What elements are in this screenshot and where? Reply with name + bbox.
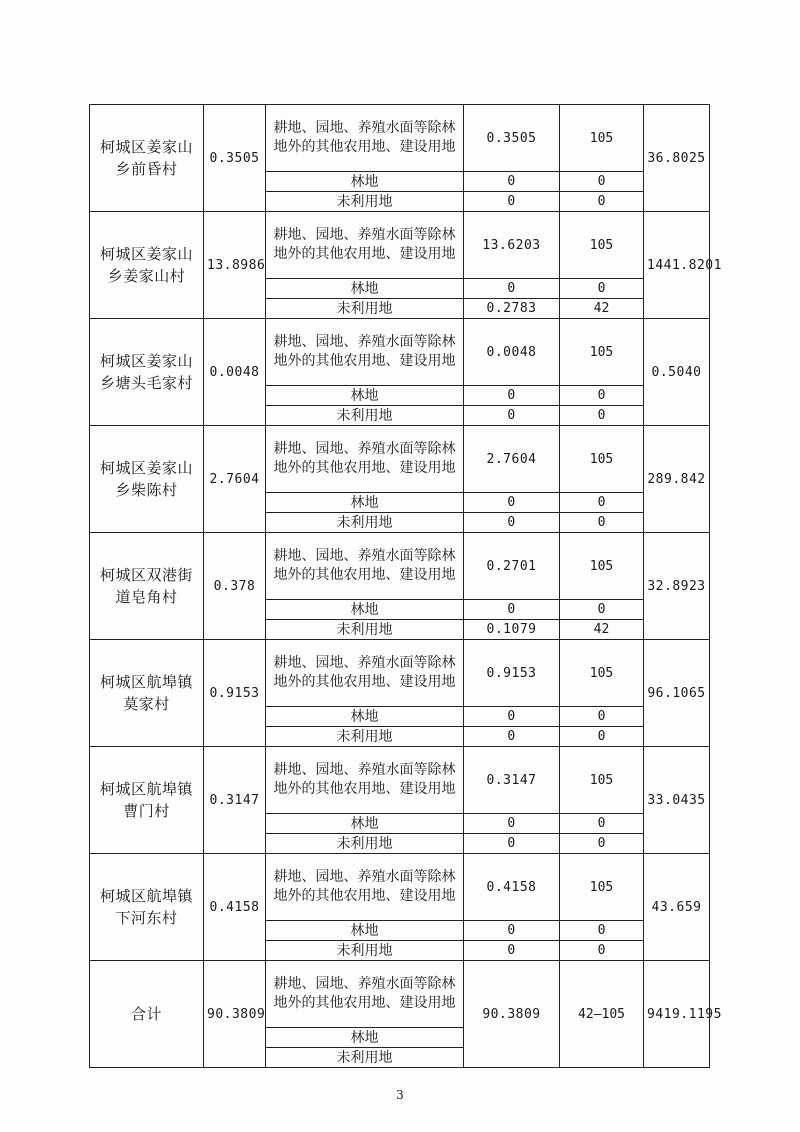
category-area: 2.7604 <box>464 426 560 493</box>
table-row <box>90 640 710 707</box>
compensation-standard: 0 <box>560 192 644 212</box>
total-category-area: 90.3809 <box>464 961 560 1068</box>
land-category: 耕地、园地、养殖水面等除林地外的其他农用地、建设用地 <box>266 961 464 1028</box>
land-category: 林地 <box>266 493 464 513</box>
table-row <box>90 854 710 921</box>
category-area: 0.2701 <box>464 533 560 600</box>
total-area: 0.4158 <box>204 854 266 961</box>
compensation-standard: 42 <box>560 620 644 640</box>
category-area: 0 <box>464 513 560 533</box>
category-area: 0 <box>464 406 560 426</box>
land-category: 林地 <box>266 707 464 727</box>
compensation-standard: 0 <box>560 513 644 533</box>
compensation-amount: 289.842 <box>644 426 710 533</box>
category-area: 0 <box>464 834 560 854</box>
compensation-table <box>89 104 722 1068</box>
land-category: 林地 <box>266 172 464 192</box>
total-area: 2.7604 <box>204 426 266 533</box>
category-area: 0 <box>464 493 560 513</box>
total-label: 合计 <box>90 961 204 1068</box>
compensation-amount: 43.659 <box>644 854 710 961</box>
category-area: 0.0048 <box>464 319 560 386</box>
table-row <box>90 212 710 279</box>
compensation-standard: 105 <box>560 640 644 707</box>
category-area: 0 <box>464 814 560 834</box>
category-area: 0 <box>464 192 560 212</box>
compensation-standard: 0 <box>560 921 644 941</box>
category-area: 0 <box>464 279 560 299</box>
total-area: 13.8986 <box>204 212 266 319</box>
category-area: 0.3147 <box>464 747 560 814</box>
compensation-standard: 0 <box>560 707 644 727</box>
compensation-amount: 36.8025 <box>644 105 710 212</box>
village-name: 柯城区航埠镇下河东村 <box>90 854 204 961</box>
land-category: 林地 <box>266 1028 464 1048</box>
land-category: 林地 <box>266 921 464 941</box>
total-compensation-amount: 9419.1195 <box>644 961 710 1068</box>
total-area: 0.3147 <box>204 747 266 854</box>
land-category: 耕地、园地、养殖水面等除林地外的其他农用地、建设用地 <box>266 212 464 279</box>
land-category: 耕地、园地、养殖水面等除林地外的其他农用地、建设用地 <box>266 533 464 600</box>
compensation-standard: 0 <box>560 386 644 406</box>
compensation-amount: 32.8923 <box>644 533 710 640</box>
land-category: 未利用地 <box>266 513 464 533</box>
table-row <box>90 105 710 172</box>
land-category: 未利用地 <box>266 406 464 426</box>
table-row <box>90 426 710 493</box>
land-category: 林地 <box>266 814 464 834</box>
total-area: 0.0048 <box>204 319 266 426</box>
compensation-amount: 0.5040 <box>644 319 710 426</box>
compensation-standard: 0 <box>560 727 644 747</box>
land-category: 耕地、园地、养殖水面等除林地外的其他农用地、建设用地 <box>266 640 464 707</box>
category-area: 0.3505 <box>464 105 560 172</box>
category-area: 13.6203 <box>464 212 560 279</box>
total-area: 90.3809 <box>204 961 266 1068</box>
compensation-standard: 105 <box>560 426 644 493</box>
land-category: 未利用地 <box>266 299 464 319</box>
category-area: 0 <box>464 172 560 192</box>
category-area: 0.1079 <box>464 620 560 640</box>
page-number: 3 <box>396 1088 404 1102</box>
land-category: 耕地、园地、养殖水面等除林地外的其他农用地、建设用地 <box>266 854 464 921</box>
compensation-standard: 0 <box>560 406 644 426</box>
land-category: 林地 <box>266 279 464 299</box>
category-area: 0.4158 <box>464 854 560 921</box>
land-category: 耕地、园地、养殖水面等除林地外的其他农用地、建设用地 <box>266 105 464 172</box>
land-category: 未利用地 <box>266 727 464 747</box>
land-category: 耕地、园地、养殖水面等除林地外的其他农用地、建设用地 <box>266 319 464 386</box>
category-area: 0.9153 <box>464 640 560 707</box>
land-category: 未利用地 <box>266 620 464 640</box>
land-category: 未利用地 <box>266 192 464 212</box>
village-name: 柯城区双港街道皂角村 <box>90 533 204 640</box>
land-category: 耕地、园地、养殖水面等除林地外的其他农用地、建设用地 <box>266 747 464 814</box>
village-name: 柯城区航埠镇莫家村 <box>90 640 204 747</box>
category-area: 0 <box>464 727 560 747</box>
compensation-standard: 42 <box>560 299 644 319</box>
village-name: 柯城区姜家山乡塘头毛家村 <box>90 319 204 426</box>
land-category: 耕地、园地、养殖水面等除林地外的其他农用地、建设用地 <box>266 426 464 493</box>
compensation-standard: 0 <box>560 493 644 513</box>
compensation-amount: 33.0435 <box>644 747 710 854</box>
total-compensation-standard: 42—105 <box>560 961 644 1068</box>
compensation-standard: 0 <box>560 814 644 834</box>
land-category: 未利用地 <box>266 941 464 961</box>
compensation-standard: 105 <box>560 105 644 172</box>
compensation-standard: 105 <box>560 854 644 921</box>
land-category: 林地 <box>266 600 464 620</box>
compensation-amount: 96.1065 <box>644 640 710 747</box>
compensation-standard: 0 <box>560 834 644 854</box>
total-area: 0.9153 <box>204 640 266 747</box>
compensation-standard: 0 <box>560 600 644 620</box>
total-row <box>90 961 710 1028</box>
table-row <box>90 533 710 600</box>
land-category: 林地 <box>266 386 464 406</box>
village-name: 柯城区航埠镇曹门村 <box>90 747 204 854</box>
category-area: 0 <box>464 707 560 727</box>
compensation-standard: 105 <box>560 533 644 600</box>
total-area: 0.3505 <box>204 105 266 212</box>
village-name: 柯城区姜家山乡柴陈村 <box>90 426 204 533</box>
compensation-standard: 0 <box>560 172 644 192</box>
category-area: 0 <box>464 386 560 406</box>
compensation-standard: 105 <box>560 747 644 814</box>
compensation-amount: 1441.8201 <box>644 212 710 319</box>
table-row <box>90 747 710 814</box>
category-area: 0 <box>464 600 560 620</box>
village-name: 柯城区姜家山乡前昏村 <box>90 105 204 212</box>
land-category: 未利用地 <box>266 834 464 854</box>
table-body <box>90 105 722 1068</box>
compensation-standard: 105 <box>560 212 644 279</box>
category-area: 0.2783 <box>464 299 560 319</box>
compensation-standard: 0 <box>560 279 644 299</box>
compensation-standard: 105 <box>560 319 644 386</box>
table-row <box>90 319 710 386</box>
land-category: 未利用地 <box>266 1048 464 1068</box>
total-area: 0.378 <box>204 533 266 640</box>
category-area: 0 <box>464 921 560 941</box>
category-area: 0 <box>464 941 560 961</box>
village-name: 柯城区姜家山乡姜家山村 <box>90 212 204 319</box>
compensation-standard: 0 <box>560 941 644 961</box>
